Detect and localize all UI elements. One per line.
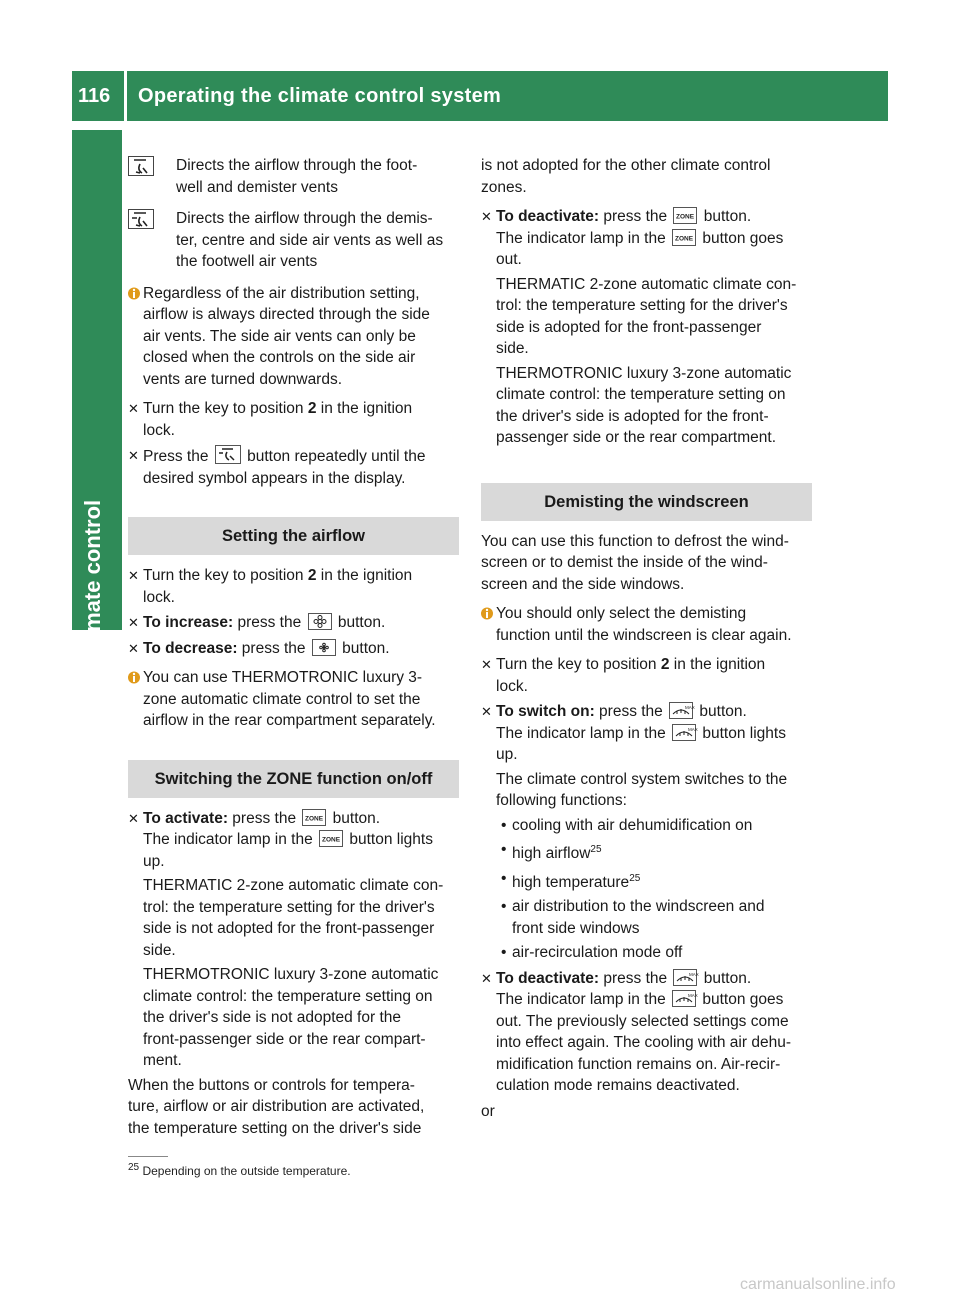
info-icon xyxy=(481,606,493,621)
text-line: screen and the side windows. xyxy=(481,575,685,593)
text-line: Directs the airflow through the demis- xyxy=(176,210,433,227)
text-line: zone automatic climate control to set the xyxy=(143,690,421,708)
info-icon xyxy=(128,286,140,301)
airflow-decrease-button-icon xyxy=(312,639,336,656)
text-line: screen or to demist the inside of the wind- xyxy=(481,554,768,571)
step-marker-icon: ✕ xyxy=(481,209,492,224)
info-icon xyxy=(128,670,140,685)
step-item: ✕ To activate: press the ZONE button. The indicator lamp in the ZONE button lights up. THERMATIC 2-zone automatic climate con- trol: the temperature setting for the driver's side is not adopted for the front-passenger side. THERMOTRONIC luxury 3-zone automatic climate control: the temperature setting on the driver's side is not adopted for the front-passenger side or the rear compart- ment. xyxy=(128,809,444,1069)
step-item: ✕ Turn the key to position 2 in the ignition lock. xyxy=(481,656,766,695)
airflow-increase-button-icon xyxy=(308,613,332,630)
zone-button-icon xyxy=(672,229,696,246)
text-line: function until the windscreen is clear again. xyxy=(496,626,792,644)
demist-max-button-icon xyxy=(669,702,693,719)
step-marker-icon: ✕ xyxy=(128,615,139,630)
text-line: closed when the controls on the side air xyxy=(143,349,416,366)
step-marker-icon: ✕ xyxy=(128,448,139,463)
step-marker-icon: ✕ xyxy=(128,401,139,416)
section-heading-zone: Switching the ZONE function on/off xyxy=(128,760,459,798)
demist-max-button-icon xyxy=(672,724,696,741)
svg-text:MAX: MAX xyxy=(689,971,700,977)
svg-text:MAX: MAX xyxy=(685,705,695,710)
text-line: You should only select the demisting xyxy=(496,605,747,622)
step-marker-icon: ✕ xyxy=(481,970,492,986)
list-item: • high airflow$^{25}$ xyxy=(501,841,602,863)
step-item: ✕ Press the button repeatedly until the desired symbol appears in the display. xyxy=(128,445,459,489)
list-item: • air-recirculation mode off xyxy=(501,944,683,962)
airflow-all-vents-icon xyxy=(128,209,154,236)
svg-text:ZONE: ZONE xyxy=(676,213,695,221)
text-line: vents are turned downwards. xyxy=(143,370,343,388)
text-line: airflow in the rear compartment separately. xyxy=(143,712,436,729)
step-item: ✕ To decrease: press the button. xyxy=(128,638,459,660)
list-item: • high temperature$^{25}$ xyxy=(501,869,641,891)
section-heading-demist: Demisting the windscreen xyxy=(481,483,812,521)
text-line: ter, centre and side air vents as well as xyxy=(176,231,444,249)
step-marker-icon: ✕ xyxy=(128,568,139,583)
text-line: is not adopted for the other climate control xyxy=(481,157,771,174)
step-item: ✕ To deactivate: press the ZONE button. The indicator lamp in the ZONE button goes out. THERMATIC 2-zone automatic climate con- trol: the temperature setting for the driver's side is adopted for the front-passenger side. THERMOTRONIC luxury 3-zone automatic climate control: the temperature setting on the driver's side is adopted for the front- passenger side or the rear compartment. xyxy=(481,208,797,446)
page-title: Operating the climate control system xyxy=(138,85,502,107)
footnote: $^{25}$ Depending on the outside temperature. xyxy=(128,1162,351,1178)
text-line: air vents. The side air vents can only be xyxy=(143,327,416,345)
text-line: airflow is always directed through the side xyxy=(143,306,430,323)
air-distribution-button-icon xyxy=(215,445,241,464)
info-note xyxy=(128,667,459,732)
text-line: the footwell air vents xyxy=(176,253,318,270)
svg-text:MAX: MAX xyxy=(688,726,698,732)
icon-description-all-vents xyxy=(128,208,459,273)
step-marker-icon: ✕ xyxy=(481,657,492,672)
text-line: Directs the airflow through the foot- xyxy=(176,157,418,174)
step-item: ✕ To deactivate: press the MAX button. The indicator lamp in the MAX button goes out. The previously selected settings come into effect again. The cooling with air dehu- midification function remains on. Air-recir- culation mode remains deactivated. xyxy=(481,969,791,1095)
zone-button-icon xyxy=(302,809,326,826)
text-line: When the buttons or controls for tempera- xyxy=(128,1076,415,1094)
text-line: well and demister vents xyxy=(176,178,338,196)
header-separator xyxy=(124,71,127,121)
right-column xyxy=(481,155,812,1122)
step-marker-icon: ✕ xyxy=(128,640,139,656)
list-item: • cooling with air dehumidification on xyxy=(501,816,753,834)
step-item: ✕ Turn the key to position 2 in the ignition lock. xyxy=(128,567,413,606)
airflow-footwell-demister-icon xyxy=(128,156,154,183)
step-marker-icon: ✕ xyxy=(128,810,139,826)
info-note xyxy=(481,603,812,646)
zone-button-icon xyxy=(673,207,697,224)
left-column xyxy=(128,155,459,1139)
text-line: the temperature setting on the driver's side xyxy=(128,1119,422,1137)
step-item: ✕ To switch on: press the MAX button. The indicator lamp in the MAX button lights up. The climate control system switches to the following functions: xyxy=(481,703,788,809)
watermark: carmanualsonline.info xyxy=(740,1276,896,1293)
section-heading-airflow: Setting the airflow xyxy=(128,517,459,555)
svg-text:ZONE: ZONE xyxy=(675,235,694,242)
footnote-rule xyxy=(128,1156,168,1157)
demist-max-button-icon xyxy=(673,969,700,986)
step-item: ✕ To increase: press the button. xyxy=(128,612,459,634)
step-marker-icon: ✕ xyxy=(481,704,492,719)
text-line: Regardless of the air distribution setting, xyxy=(143,284,420,302)
info-note xyxy=(128,283,459,391)
text-line: You can use this function to defrost the wind- xyxy=(481,532,789,550)
zone-button-icon xyxy=(319,830,343,847)
text-line: zones. xyxy=(481,178,527,196)
text-line: or xyxy=(481,1102,495,1120)
text-line: You can use THERMOTRONIC luxury 3- xyxy=(143,669,423,686)
list-item: • air distribution to the windscreen and front side windows xyxy=(501,898,765,937)
svg-text:ZONE: ZONE xyxy=(322,836,341,844)
demist-max-button-icon xyxy=(672,990,696,1007)
step-item: ✕ Turn the key to position 2 in the ignition lock. xyxy=(128,400,413,439)
page-number: 116 xyxy=(78,85,111,107)
svg-text:ZONE: ZONE xyxy=(305,815,324,822)
svg-text:MAX: MAX xyxy=(688,993,698,999)
icon-description-footwell-demister xyxy=(128,155,459,198)
text-line: ture, airflow or air distribution are activated, xyxy=(128,1098,425,1115)
